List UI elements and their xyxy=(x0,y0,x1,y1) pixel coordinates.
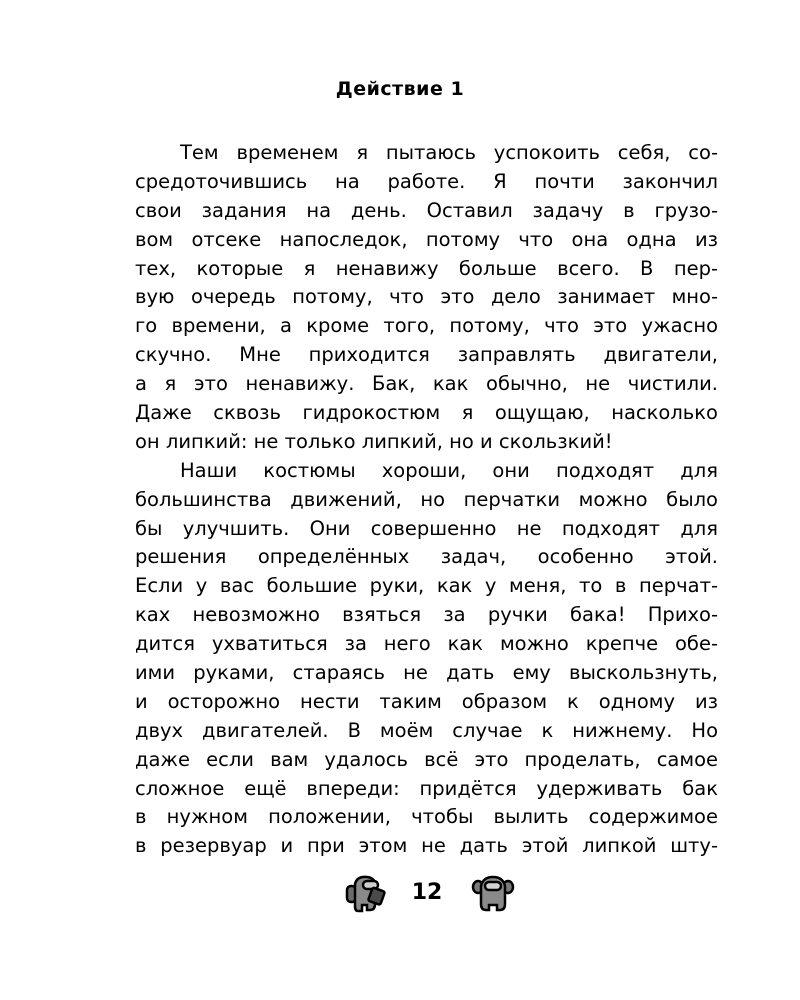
text-line: го времени, а кроме того, потому, что это ужасно xyxy=(135,314,718,338)
text-line: средоточившись на работе. Я почти закончил xyxy=(135,169,718,193)
text-line: Наши костюмы хороши, они подходят для xyxy=(180,458,718,482)
text-line: дится ухватиться за него как можно крепче обе- xyxy=(135,632,718,656)
text-line: ках невозможно взяться за ручки бака! Прихо- xyxy=(135,603,718,627)
text-line: он липкий: не только липкий, но и скользкий! xyxy=(135,429,613,453)
text-line: Если у вас большие руки, как у меня, то в перчат- xyxy=(135,574,718,598)
text-line: вом отсеке напоследок, потому что она одна из xyxy=(135,227,718,251)
text-line: Даже сквозь гидрокостюм я ощущаю, насколько xyxy=(135,401,718,425)
text-line: скучно. Мне приходится заправлять двигатели, xyxy=(135,343,718,367)
text-line: а я это ненавижу. Бак, как обычно, не чистили. xyxy=(135,372,718,396)
text-line: большинства движений, но перчатки можно было xyxy=(135,487,718,511)
text-line: свои задания на день. Оставил задачу в грузо- xyxy=(135,198,718,222)
chapter-heading: Действие 1 xyxy=(335,78,465,100)
page-number: 12 xyxy=(411,880,443,905)
text-line: в нужном положении, чтобы вылить содержимое xyxy=(135,805,718,829)
text-line: и осторожно нести таким образом к одному из xyxy=(135,689,718,713)
text-line: сложное ещё впереди: придётся удерживать бак xyxy=(135,776,718,800)
crewmate-waving-icon xyxy=(471,872,515,916)
text-line: Тем временем я пытаюсь успокоить себя, со- xyxy=(180,141,718,164)
text-line: тех, которые я ненавижу больше всего. В пер- xyxy=(135,256,718,280)
text-line: бы улучшить. Они совершенно не подходят для xyxy=(135,516,718,540)
text-line: в резервуар и при этом не дать этой липкой шту- xyxy=(135,834,718,858)
crewmate-with-tank-icon xyxy=(343,872,387,916)
page-footer xyxy=(0,872,800,916)
text-line: ими руками, стараясь не дать ему выскользнуть, xyxy=(135,661,718,685)
text-line: вую очередь потому, что это дело занимает мно- xyxy=(135,285,718,309)
text-line: двух двигателей. В моём случае к нижнему. Но xyxy=(135,718,718,742)
text-line: даже если вам удалось всё это проделать, самое xyxy=(135,747,718,771)
text-line: решения определённых задач, особенно этой. xyxy=(135,545,718,569)
body-text xyxy=(135,139,718,861)
